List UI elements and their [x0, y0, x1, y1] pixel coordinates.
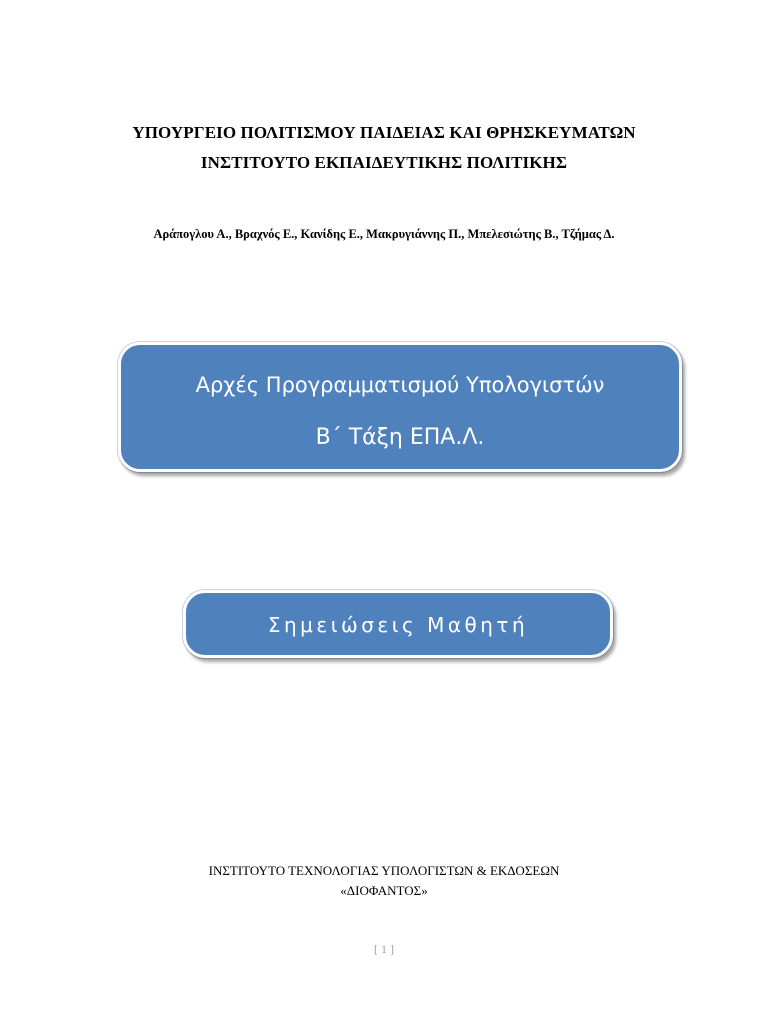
- notes-box: [183, 590, 613, 658]
- course-title: Αρχές Προγραμματισμού Υπολογιστών: [195, 373, 605, 397]
- grade-label: Β΄ Τάξη ΕΠΑ.Λ.: [315, 425, 485, 450]
- page-number: [ 1 ]: [374, 942, 394, 956]
- institute-name: ΙΝΣΤΙΤΟΥΤΟ ΕΚΠΑΙΔΕΥΤΙΚΗΣ ΠΟΛΙΤΙΚΗΣ: [200, 153, 568, 172]
- ministry-name: ΥΠΟΥΡΓΕΙΟ ΠΟΛΙΤΙΣΜΟΥ ΠΑΙΔΕΙΑΣ ΚΑΙ ΘΡΗΣΚΕΥΜΑΤΩΝ: [132, 123, 636, 142]
- student-notes-label: Σημειώσεις Μαθητή: [267, 613, 529, 637]
- authors-line: Αράπογλου Α., Βραχνός Ε., Κανίδης Ε., Μακρυγιάννης Π., Μπελεσιώτης Β., Τζήμας Δ.: [153, 227, 615, 241]
- title-box: [118, 342, 682, 472]
- ministry-header: [0, 118, 768, 178]
- publisher-brand: «ΔΙΟΦΑΝΤΟΣ»: [340, 883, 428, 898]
- publisher-name: ΙΝΣΤΙΤΟΥΤΟ ΤΕΧΝΟΛΟΓΙΑΣ ΥΠΟΛΟΓΙΣΤΩΝ & ΕΚΔΟΣΕΩΝ: [208, 863, 560, 878]
- publisher-block: [0, 861, 768, 901]
